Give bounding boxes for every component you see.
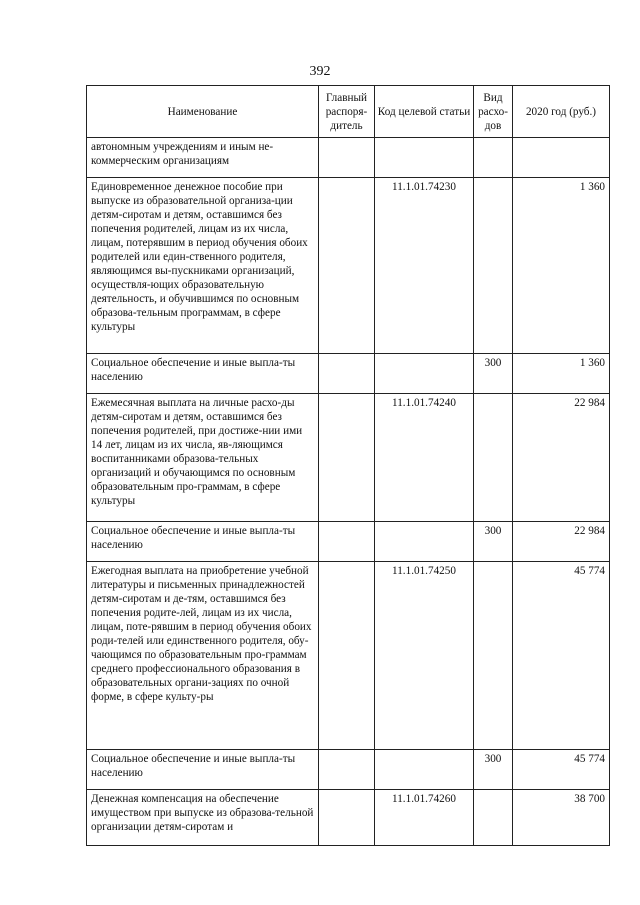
row-amount: 45 774 (513, 562, 610, 750)
row-amount: 22 984 (513, 522, 610, 562)
row-code: 11.1.01.74230 (375, 178, 474, 354)
row-amount (513, 138, 610, 178)
row-admin (319, 138, 375, 178)
row-code (375, 138, 474, 178)
row-amount: 22 984 (513, 394, 610, 522)
row-name: Социальное обеспечение и иные выпла-ты населению (87, 750, 319, 790)
row-type (474, 790, 513, 846)
row-amount: 1 360 (513, 354, 610, 394)
row-name: Социальное обеспечение и иные выпла-ты населению (87, 354, 319, 394)
table-row (87, 178, 610, 354)
row-type (474, 394, 513, 522)
table-row (87, 522, 610, 562)
row-type: 300 (474, 522, 513, 562)
row-admin (319, 522, 375, 562)
table-row (87, 138, 610, 178)
row-type: 300 (474, 750, 513, 790)
page-number: 392 (309, 64, 331, 79)
row-name: Денежная компенсация на обеспечение имуществом при выпуске из образова-тельной организации детям-сиротам и (87, 790, 319, 846)
table-row (87, 394, 610, 522)
row-admin (319, 394, 375, 522)
table-row (87, 750, 610, 790)
header-amount: 2020 год (руб.) (513, 86, 610, 138)
row-code (375, 354, 474, 394)
header-admin: Главный распоря-дитель (319, 86, 375, 138)
row-type (474, 178, 513, 354)
row-code: 11.1.01.74240 (375, 394, 474, 522)
row-admin (319, 790, 375, 846)
header-code: Код целевой статьи (375, 86, 474, 138)
row-amount: 1 360 (513, 178, 610, 354)
row-code (375, 522, 474, 562)
table-row (87, 354, 610, 394)
row-type (474, 562, 513, 750)
row-name: автономным учреждениям и иным не-коммерческим организациям (87, 138, 319, 178)
table-row (87, 562, 610, 750)
row-code (375, 750, 474, 790)
row-code: 11.1.01.74250 (375, 562, 474, 750)
row-admin (319, 750, 375, 790)
table-header-row (87, 86, 610, 138)
row-amount: 45 774 (513, 750, 610, 790)
row-type: 300 (474, 354, 513, 394)
row-code: 11.1.01.74260 (375, 790, 474, 846)
header-type: Вид расхо-дов (474, 86, 513, 138)
row-amount: 38 700 (513, 790, 610, 846)
header-name: Наименование (87, 86, 319, 138)
row-admin (319, 178, 375, 354)
budget-table (86, 85, 610, 846)
row-admin (319, 354, 375, 394)
row-admin (319, 562, 375, 750)
table-row (87, 790, 610, 846)
row-name: Ежемесячная выплата на личные расхо-ды детям-сиротам и детям, оставшимся без попечения родителей, при достиже-нии ими 14 лет, лицам из их числа, яв-ляющимся воспитанниками образова-тельных организаций и обучающимся по основным образовательным про-граммам, в сфере культуры (87, 394, 319, 522)
row-name: Единовременное денежное пособие при выпуске из образовательной организа-ции детям-сиротам и детям, оставшимся без попечения родителей, лицам из их числа, лицам, потерявшим в период обучения обоих родителей или един-ственного родителя, являющимся вы-пускниками организаций, осуществля-ющих образовательную деятельность, и обучившимся по основным образова-тельным программам, в сфере культуры (87, 178, 319, 354)
row-name: Социальное обеспечение и иные выпла-ты населению (87, 522, 319, 562)
row-name: Ежегодная выплата на приобретение учебной литературы и письменных принадлежностей детям-сиротам и де-тям, оставшимся без попечения родите-лей, лицам из их числа, лицам, поте-рявшим в период обучения обоих роди-телей или единственного родителя, обу-чающимся по образовательным про-граммам среднего профессионального образования в образовательных органи-зациях по очной форме, в сфере культу-ры (87, 562, 319, 750)
row-type (474, 138, 513, 178)
